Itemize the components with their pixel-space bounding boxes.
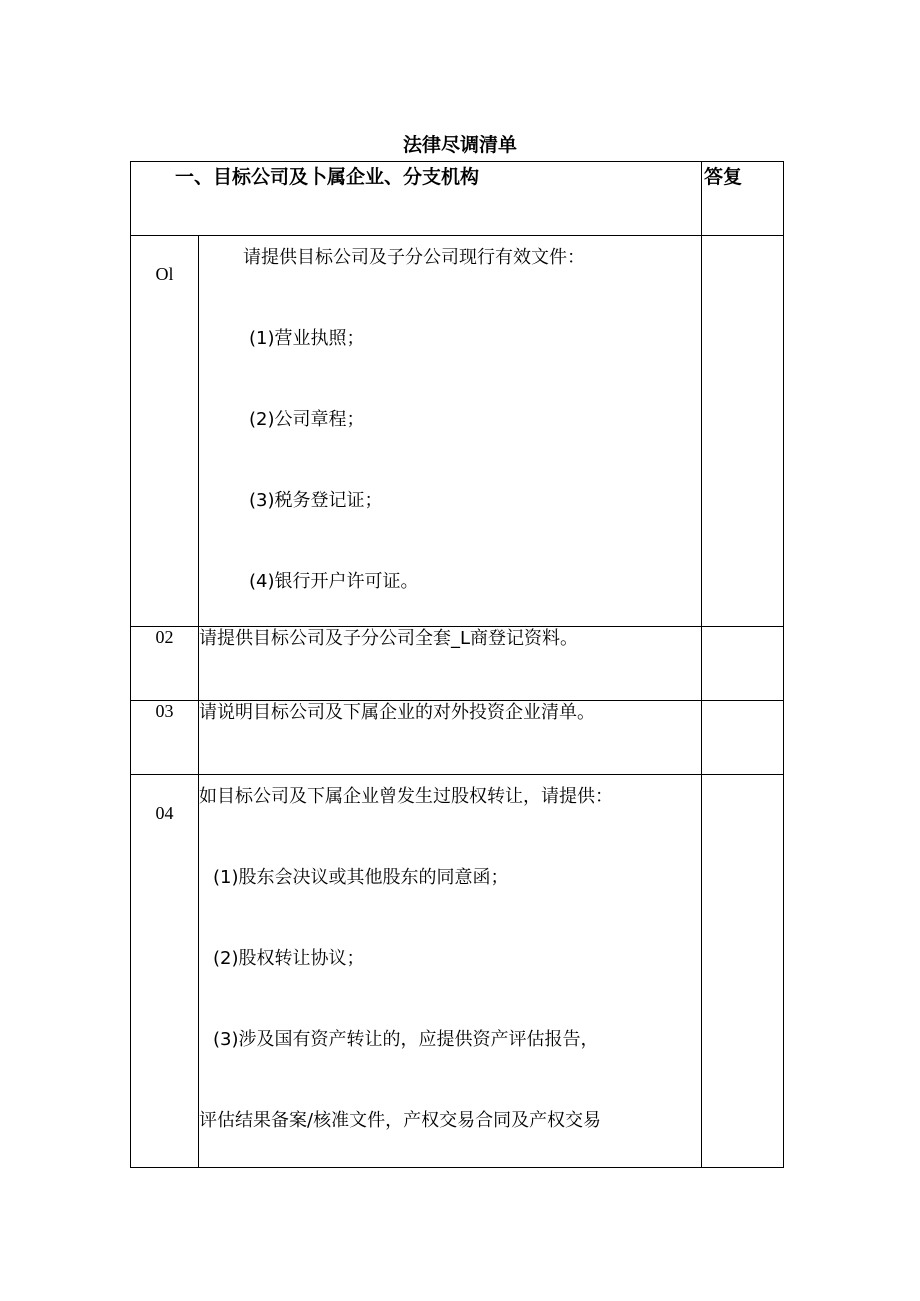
table-row xyxy=(131,701,784,775)
row-lead-text: 请提供目标公司及子分公司现行有效文件： xyxy=(243,247,585,268)
list-item: (4)银行开户许可证。 xyxy=(249,571,419,592)
row-content: 请提供目标公司及子分公司全套_L商登记资料。 xyxy=(199,627,702,701)
answer-column-header: 答复 xyxy=(702,162,784,236)
table-row xyxy=(131,236,784,627)
list-item: (1)股东会决议或其他股东的同意函； xyxy=(213,867,509,888)
row-content: 请说明目标公司及下属企业的对外投资企业清单。 xyxy=(199,701,702,775)
row-number: 03 xyxy=(131,701,199,775)
table-row xyxy=(131,775,784,1168)
row-content xyxy=(199,236,702,627)
row-number: 04 xyxy=(131,775,199,1168)
row-content xyxy=(199,775,702,1168)
list-item: (3)涉及国有资产转让的，应提供资产评估报告， xyxy=(213,1029,599,1050)
list-item: (1)营业执照； xyxy=(249,328,365,349)
answer-cell[interactable] xyxy=(702,627,784,701)
table-row xyxy=(131,627,784,701)
document-title: 法律尽调清单 xyxy=(402,134,517,156)
list-item: (2)股权转让协议； xyxy=(213,948,365,969)
row-lead-text: 如目标公司及下属企业曾发生过股权转让，请提供： xyxy=(199,786,613,807)
row-number: Ol xyxy=(131,236,199,627)
answer-cell[interactable] xyxy=(702,701,784,775)
answer-cell[interactable] xyxy=(702,775,784,1168)
row-number: 02 xyxy=(131,627,199,701)
list-item-continuation: 评估结果备案/核准文件，产权交易合同及产权交易 xyxy=(199,1110,602,1131)
answer-cell[interactable] xyxy=(702,236,784,627)
list-item: (2)公司章程； xyxy=(249,409,365,430)
due-diligence-table xyxy=(130,161,784,1168)
table-header-row xyxy=(131,162,784,236)
list-item: (3)税务登记证； xyxy=(249,490,383,511)
section-header: 一、目标公司及卜属企业、分支机构 xyxy=(131,162,702,236)
